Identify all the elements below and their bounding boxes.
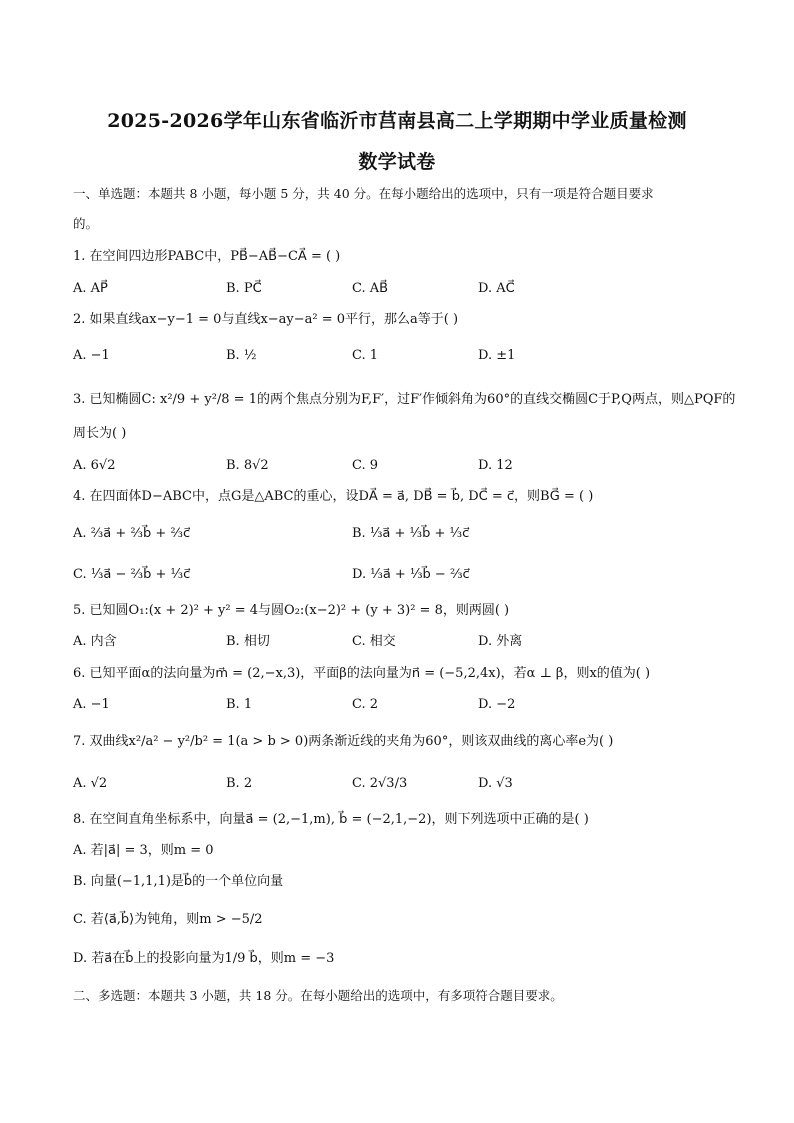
q1-option-b: B. PC⃗ — [226, 281, 262, 296]
question-4: 4. 在四面体D−ABC中，点G是△ABC的重心，设DA⃗ = a⃗, DB⃗ = b⃗, DC⃗ = c⃗，则BG⃗ = ( ) — [73, 489, 594, 504]
question-1: 1. 在空间四边形PABC中，PB⃗−AB⃗−CA⃗ = ( ) — [73, 249, 341, 264]
section-heading-multiple-choice: 二、多选题：本题共 3 小题，共 18 分。在每小题给出的选项中，有多项符合题目要求。 — [73, 988, 563, 1003]
q3-option-b: B. 8√2 — [226, 458, 269, 473]
q1-option-c: C. AB⃗ — [352, 281, 389, 296]
q2-option-b: B. ½ — [226, 348, 257, 363]
question-6: 6. 已知平面α的法向量为m⃗ = (2,−x,3)，平面β的法向量为n⃗ = (−5,2,4x)，若α ⊥ β，则x的值为( ) — [73, 666, 651, 681]
q5-option-a: A. 内含 — [73, 634, 117, 649]
q7-option-b: B. 2 — [226, 776, 253, 791]
q1-option-d: D. AC⃗ — [478, 281, 515, 296]
q7-option-d: D. √3 — [478, 776, 513, 791]
section-heading-single-choice: 一、单选题：本题共 8 小题，每小题 5 分，共 40 分。在每小题给出的选项中，只有一项是符合题目要求 — [73, 186, 654, 201]
q4-option-b: B. ⅓a⃗ + ⅓b⃗ + ⅓c⃗ — [352, 526, 470, 541]
q4-option-d: D. ⅓a⃗ + ⅓b⃗ − ⅔c⃗ — [352, 567, 470, 582]
q7-option-c: C. 2√3/3 — [352, 776, 408, 791]
question-3: 3. 已知椭圆C: x²/9 + y²/8 = 1的两个焦点分别为F,F′，过F′作倾斜角为60°的直线交椭圆C于P,Q两点，则△PQF的 — [73, 392, 736, 407]
q8-option-a: A. 若|a⃗| = 3，则m = 0 — [73, 843, 214, 858]
q2-option-d: D. ±1 — [478, 348, 516, 363]
q6-option-d: D. −2 — [478, 697, 516, 712]
q4-option-c: C. ⅓a⃗ − ⅔b⃗ + ⅓c⃗ — [73, 567, 191, 582]
question-5: 5. 已知圆O₁:(x + 2)² + y² = 4与圆O₂:(x−2)² + (y + 3)² = 8，则两圆( ) — [73, 603, 510, 618]
q3-option-d: D. 12 — [478, 458, 513, 473]
q2-option-a: A. −1 — [73, 348, 110, 363]
q6-option-b: B. 1 — [226, 697, 253, 712]
q5-option-b: B. 相切 — [226, 634, 270, 649]
q5-option-d: D. 外离 — [478, 634, 523, 649]
q6-option-a: A. −1 — [73, 697, 110, 712]
exam-title: 2025-2026学年山东省临沂市莒南县高二上学期期中学业质量检测 — [107, 110, 687, 132]
q1-option-a: A. AP⃗ — [73, 281, 108, 296]
question-7: 7. 双曲线x²/a² − y²/b² = 1(a > b > 0)两条渐近线的夹角为60°，则该双曲线的离心率e为( ) — [73, 734, 614, 749]
q8-option-c: C. 若⟨a⃗,b⃗⟩为钝角，则m > −5/2 — [73, 912, 263, 927]
q6-option-c: C. 2 — [352, 697, 379, 712]
question-2: 2. 如果直线ax−y−1 = 0与直线x−ay−a² = 0平行，那么a等于( ) — [73, 312, 459, 327]
exam-subtitle: 数学试卷 — [358, 151, 436, 173]
q3-option-a: A. 6√2 — [73, 458, 116, 473]
q2-option-c: C. 1 — [352, 348, 379, 363]
q8-option-d: D. 若a⃗在b⃗上的投影向量为1/9 b⃗，则m = −3 — [73, 951, 335, 966]
q4-option-a: A. ⅔a⃗ + ⅔b⃗ + ⅔c⃗ — [73, 526, 191, 541]
question-8: 8. 在空间直角坐标系中，向量a⃗ = (2,−1,m), b⃗ = (−2,1,−2)，则下列选项中正确的是( ) — [73, 812, 589, 827]
section-heading-single-choice-cont: 的。 — [73, 216, 99, 231]
q7-option-a: A. √2 — [73, 776, 108, 791]
q3-option-c: C. 9 — [352, 458, 379, 473]
q8-option-b: B. 向量(−1,1,1)是b⃗的一个单位向量 — [73, 874, 284, 889]
q5-option-c: C. 相交 — [352, 634, 396, 649]
question-3-cont: 周长为( ) — [73, 426, 127, 441]
